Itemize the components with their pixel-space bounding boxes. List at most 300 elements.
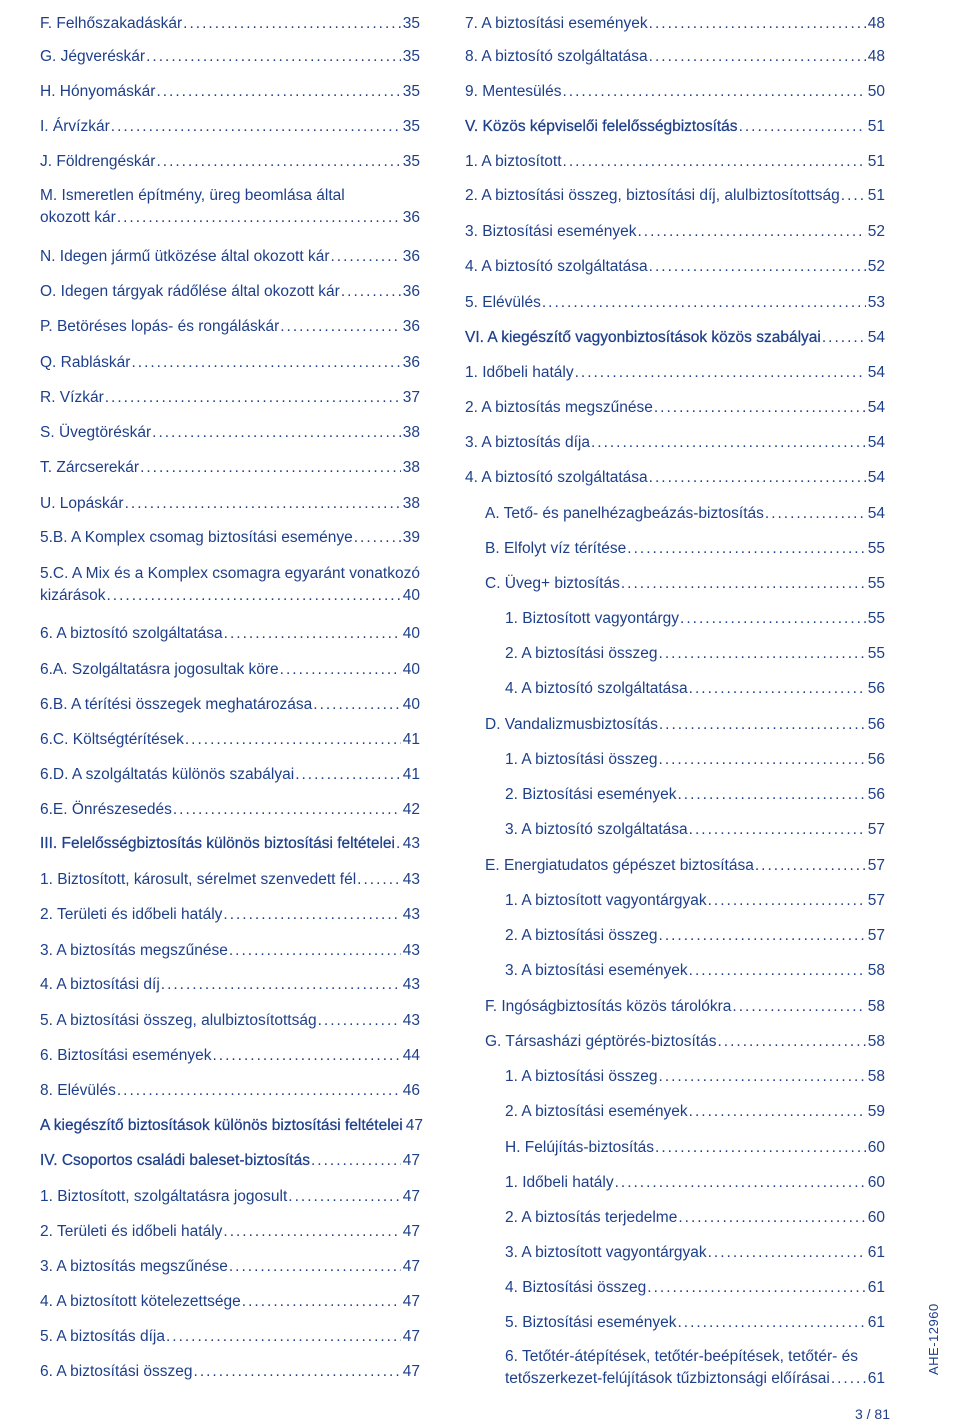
- toc-page-number: 43: [402, 1012, 420, 1029]
- toc-entry-title: 2. A biztosítási összeg: [505, 645, 658, 662]
- toc-entry-title: J. Földrengéskár: [40, 153, 156, 170]
- toc-entry[interactable]: [40, 1221, 420, 1243]
- dot-leader: [161, 974, 401, 996]
- toc-entry[interactable]: [485, 855, 885, 877]
- toc-entry-title: 5. Biztosítási események: [505, 1314, 677, 1331]
- toc-entry-title: 2. A biztosítás terjedelme: [505, 1209, 678, 1226]
- toc-page-number: 61: [867, 1370, 885, 1387]
- toc-page-number: 51: [867, 187, 885, 204]
- toc-entry-title: D. Vandalizmusbiztosítás: [485, 716, 658, 733]
- toc-entry[interactable]: [40, 940, 420, 962]
- toc-page-number: 43: [402, 942, 420, 959]
- toc-entry[interactable]: [465, 256, 885, 278]
- toc-entry[interactable]: [40, 352, 420, 374]
- toc-page-number: 35: [402, 48, 420, 65]
- toc-page-number: 55: [867, 645, 885, 662]
- dot-leader: [654, 397, 866, 419]
- toc-page-number: 36: [402, 283, 420, 300]
- toc-entry[interactable]: [505, 1346, 885, 1390]
- dot-leader: [313, 694, 400, 716]
- dot-leader: [173, 799, 401, 821]
- toc-entry[interactable]: [505, 1277, 885, 1299]
- dot-leader: [166, 1326, 401, 1348]
- toc-entry-title: R. Vízkár: [40, 389, 104, 406]
- toc-entry-title: 3. A biztosítási események: [505, 962, 688, 979]
- toc-page-number: 43: [402, 906, 420, 923]
- toc-entry-title: 2. A biztosítás megszűnése: [465, 399, 653, 416]
- toc-page-number: 47: [405, 1117, 423, 1134]
- toc-entry-title: T. Zárcserekár: [40, 459, 140, 476]
- toc-entry[interactable]: [485, 538, 885, 560]
- toc-page-number: 47: [402, 1188, 420, 1205]
- dot-leader: [194, 1361, 401, 1383]
- toc-entry[interactable]: [505, 678, 885, 700]
- toc-entry[interactable]: [40, 116, 420, 138]
- toc-page-number: 56: [867, 751, 885, 768]
- toc-entry[interactable]: [465, 13, 885, 35]
- toc-entry-title-line: M. Ismeretlen építmény, üreg beomlása által: [40, 187, 345, 204]
- dot-leader: [288, 1186, 400, 1208]
- dot-leader: [140, 457, 401, 479]
- dot-leader: [242, 1291, 401, 1313]
- toc-entry-title: G. Jégveréskár: [40, 48, 146, 65]
- toc-page-number: 54: [867, 469, 885, 486]
- toc-entry-title-line: 5.C. A Mix és a Komplex csomagra egyaránt vonatkozó: [40, 565, 420, 582]
- toc-page-number: 44: [402, 1047, 420, 1064]
- toc-page-number: 41: [402, 731, 420, 748]
- toc-entry-title: 2. A biztosítási összeg, biztosítási díj, alulbiztosítottság: [465, 187, 840, 204]
- toc-entry[interactable]: [40, 563, 420, 607]
- toc-entry-title: B. Elfolyt víz térítése: [485, 540, 627, 557]
- dot-leader: [229, 1256, 401, 1278]
- toc-entry-title: V. Közös képviselői felelősségbiztosítás: [465, 118, 738, 135]
- toc-page-number: 58: [867, 1033, 885, 1050]
- toc-page-number: 35: [402, 83, 420, 100]
- toc-page-number: 55: [867, 575, 885, 592]
- toc-page-number: 40: [402, 587, 420, 604]
- dot-leader: [156, 151, 400, 173]
- toc-page-number: 47: [402, 1152, 420, 1169]
- toc-entry-title: 6. Biztosítási események: [40, 1047, 212, 1064]
- toc-entry-title: H. Hónyomáskár: [40, 83, 156, 100]
- toc-entry-title: 4. A biztosító szolgáltatása: [465, 258, 648, 275]
- toc-entry[interactable]: [505, 960, 885, 982]
- toc-entry-title: 2. Területi és időbeli hatály: [40, 1223, 223, 1240]
- toc-entry[interactable]: [485, 996, 885, 1018]
- toc-page-number: 37: [402, 389, 420, 406]
- toc-entry[interactable]: [40, 833, 420, 855]
- toc-page-number: 47: [402, 1293, 420, 1310]
- toc-entry[interactable]: [465, 221, 885, 243]
- toc-entry-title: III. Felelősségbiztosítás különös biztosítási feltételei: [40, 835, 395, 852]
- toc-entry-title: A kiegészítő biztosítások különös biztosítási feltételei: [40, 1117, 403, 1134]
- toc-page-number: 55: [867, 610, 885, 627]
- toc-entry-title: 3. A biztosító szolgáltatása: [505, 821, 688, 838]
- toc-entry-title: 6.D. A szolgáltatás különös szabályai: [40, 766, 295, 783]
- dot-leader: [649, 256, 866, 278]
- toc-page-number: 60: [867, 1174, 885, 1191]
- toc-page-number: 60: [867, 1209, 885, 1226]
- toc-entry-title: F. Ingóságbiztosítás közös tárolókra: [485, 998, 732, 1015]
- toc-entry-title: 8. Elévülés: [40, 1082, 116, 1099]
- dot-leader: [717, 1031, 865, 1053]
- toc-page-number: 35: [402, 15, 420, 32]
- toc-entry[interactable]: [505, 784, 885, 806]
- toc-page-number: 57: [867, 892, 885, 909]
- dot-leader: [575, 362, 866, 384]
- dot-leader: [152, 422, 401, 444]
- dot-leader: [212, 1045, 400, 1067]
- toc-page-number: 54: [867, 505, 885, 522]
- toc-entry-title: I. Árvízkár: [40, 118, 110, 135]
- toc-entry[interactable]: [40, 1256, 420, 1278]
- dot-leader: [677, 1312, 865, 1334]
- toc-page-number: 43: [402, 871, 420, 888]
- dot-leader: [111, 116, 401, 138]
- toc-entry[interactable]: [40, 974, 420, 996]
- toc-entry-title: IV. Csoportos családi baleset-biztosítás: [40, 1152, 310, 1169]
- toc-entry[interactable]: [40, 659, 420, 681]
- dot-leader: [739, 116, 866, 138]
- toc-entry-title: 2. A biztosítási események: [505, 1103, 688, 1120]
- toc-page-number: 35: [402, 118, 420, 135]
- toc-page-number: 36: [402, 248, 420, 265]
- dot-leader: [831, 1368, 866, 1390]
- dot-leader: [354, 527, 401, 549]
- dot-leader: [224, 623, 401, 645]
- toc-page-number: 50: [867, 83, 885, 100]
- toc-entry[interactable]: [465, 81, 885, 103]
- toc-entry[interactable]: [40, 281, 420, 303]
- toc-entry[interactable]: [505, 608, 885, 630]
- dot-leader: [755, 855, 866, 877]
- toc-entry-title: 6.A. Szolgáltatásra jogosultak köre: [40, 661, 279, 678]
- toc-page-number: 38: [402, 495, 420, 512]
- toc-entry[interactable]: [40, 1326, 420, 1348]
- dot-leader: [655, 1137, 866, 1159]
- toc-entry[interactable]: [40, 316, 420, 338]
- toc-page-number: 38: [402, 459, 420, 476]
- toc-entry-title: 3. A biztosítás megszűnése: [40, 1258, 228, 1275]
- toc-entry[interactable]: [40, 13, 420, 35]
- toc-entry[interactable]: [40, 387, 420, 409]
- toc-entry[interactable]: [505, 1312, 885, 1334]
- toc-page-number: 58: [867, 1068, 885, 1085]
- toc-entry-title: 3. A biztosítás díja: [465, 434, 590, 451]
- toc-entry[interactable]: [465, 292, 885, 314]
- dot-leader: [659, 643, 866, 665]
- toc-page-number: 40: [402, 625, 420, 642]
- toc-entry-title-line: 6. Tetőtér-átépítések, tetőtér-beépítések, tetőtér- és: [505, 1348, 858, 1365]
- toc-page-number: 54: [867, 399, 885, 416]
- dot-leader: [542, 292, 866, 314]
- dot-leader: [615, 1172, 866, 1194]
- toc-page-number: 56: [867, 716, 885, 733]
- dot-leader: [708, 1242, 866, 1264]
- toc-entry[interactable]: [40, 527, 420, 549]
- dot-leader: [117, 207, 401, 229]
- dot-leader: [131, 352, 400, 374]
- toc-entry[interactable]: [40, 799, 420, 821]
- dot-leader: [678, 1207, 865, 1229]
- toc-page-number: 61: [867, 1244, 885, 1261]
- toc-page-number: 60: [867, 1139, 885, 1156]
- toc-entry[interactable]: [40, 151, 420, 173]
- toc-entry[interactable]: [465, 432, 885, 454]
- dot-leader: [563, 81, 866, 103]
- toc-entry[interactable]: [40, 493, 420, 515]
- toc-page-number: 59: [867, 1103, 885, 1120]
- toc-entry-title: A. Tető- és panelhézagbeázás-biztosítás: [485, 505, 764, 522]
- toc-page-number: 56: [867, 680, 885, 697]
- toc-page-number: 53: [867, 294, 885, 311]
- toc-page-number: 48: [867, 15, 885, 32]
- toc-entry-title: 2. Biztosítási események: [505, 786, 677, 803]
- toc-page-number: 58: [867, 998, 885, 1015]
- toc-page-number: 36: [402, 318, 420, 335]
- toc-entry-title: C. Üveg+ biztosítás: [485, 575, 620, 592]
- toc-entry[interactable]: [40, 457, 420, 479]
- toc-entry-title: 1. Biztosított, károsult, sérelmet szenvedett fél: [40, 871, 357, 888]
- toc-entry-title: 4. A biztosítási díj: [40, 976, 160, 993]
- toc-entry-title: 1. A biztosítási összeg: [505, 1068, 658, 1085]
- toc-entry[interactable]: [505, 1101, 885, 1123]
- toc-entry[interactable]: [505, 749, 885, 771]
- dot-leader: [689, 819, 866, 841]
- dot-leader: [659, 714, 866, 736]
- toc-entry-title: 8. A biztosító szolgáltatása: [465, 48, 648, 65]
- toc-entry[interactable]: [40, 422, 420, 444]
- dot-leader: [341, 281, 401, 303]
- dot-leader: [627, 538, 865, 560]
- toc-entry[interactable]: [485, 1031, 885, 1053]
- toc-page-number: 43: [402, 835, 420, 852]
- page-number: 3 / 81: [854, 1406, 890, 1422]
- toc-entry-title: 3. A biztosított vagyontárgyak: [505, 1244, 707, 1261]
- toc-entry-title: 4. A biztosító szolgáltatása: [505, 680, 688, 697]
- toc-entry-title: 2. Területi és időbeli hatály: [40, 906, 223, 923]
- toc-entry[interactable]: [40, 1186, 420, 1208]
- toc-entry-title: 1. Biztosított vagyontárgy: [505, 610, 680, 627]
- dot-leader: [295, 764, 401, 786]
- toc-entry[interactable]: [485, 714, 885, 736]
- dot-leader: [156, 81, 400, 103]
- dot-leader: [223, 904, 400, 926]
- dot-leader: [357, 869, 401, 891]
- dot-leader: [146, 46, 401, 68]
- dot-leader: [649, 46, 866, 68]
- toc-entry-title: 3. Biztosítási események: [465, 223, 637, 240]
- toc-entry-title: 6. A biztosító szolgáltatása: [40, 625, 223, 642]
- toc-entry-title: 4. A biztosított kötelezettsége: [40, 1293, 241, 1310]
- dot-leader: [732, 996, 865, 1018]
- toc-entry[interactable]: [485, 573, 885, 595]
- toc-entry-title: 6.C. Költségtérítések: [40, 731, 184, 748]
- dot-leader: [677, 784, 865, 806]
- toc-entry-title: U. Lopáskár: [40, 495, 124, 512]
- toc-page-number: 36: [402, 209, 420, 226]
- toc-entry[interactable]: [40, 1010, 420, 1032]
- dot-leader: [659, 749, 866, 771]
- dot-leader: [223, 1221, 400, 1243]
- toc-entry-title: 2. A biztosítási összeg: [505, 927, 658, 944]
- dot-leader: [689, 1101, 866, 1123]
- toc-page-number: 47: [402, 1363, 420, 1380]
- toc-page-number: 57: [867, 821, 885, 838]
- toc-entry[interactable]: [465, 327, 885, 349]
- toc-entry[interactable]: [40, 246, 420, 268]
- toc-entry[interactable]: [40, 81, 420, 103]
- toc-page-number: 48: [867, 48, 885, 65]
- toc-entry-title: 5. Elévülés: [465, 294, 541, 311]
- toc-entry[interactable]: [40, 185, 420, 229]
- toc-page-number: 47: [402, 1223, 420, 1240]
- toc-page-number: 46: [402, 1082, 420, 1099]
- toc-entry[interactable]: [505, 1066, 885, 1088]
- toc-entry-title: 6.E. Önrészesedés: [40, 801, 172, 818]
- dot-leader: [330, 246, 400, 268]
- toc-entry[interactable]: [40, 623, 420, 645]
- toc-page-number: 42: [402, 801, 420, 818]
- toc-page-number: 57: [867, 857, 885, 874]
- dot-leader: [591, 432, 866, 454]
- toc-entry[interactable]: [40, 1080, 420, 1102]
- dot-leader: [689, 678, 866, 700]
- dot-leader: [396, 833, 401, 855]
- toc-entry-title: 6. A biztosítási összeg: [40, 1363, 193, 1380]
- toc-entry[interactable]: [465, 151, 885, 173]
- dot-leader: [841, 185, 866, 207]
- toc-entry[interactable]: [40, 1291, 420, 1313]
- dot-leader: [659, 1066, 866, 1088]
- dot-leader: [765, 503, 866, 525]
- toc-entry[interactable]: [505, 890, 885, 912]
- toc-entry[interactable]: [465, 397, 885, 419]
- toc-entry[interactable]: [505, 1172, 885, 1194]
- toc-entry-title: 1. Időbeli hatály: [465, 364, 574, 381]
- toc-entry-title: 4. A biztosító szolgáltatása: [465, 469, 648, 486]
- toc-entry[interactable]: [465, 185, 885, 207]
- toc-entry[interactable]: [505, 643, 885, 665]
- toc-entry-title: 5. A biztosítási összeg, alulbiztosítottság: [40, 1012, 317, 1029]
- toc-page-number: 40: [402, 696, 420, 713]
- toc-entry-title: 4. Biztosítási összeg: [505, 1279, 647, 1296]
- dot-leader: [229, 940, 401, 962]
- toc-entry[interactable]: [40, 1115, 423, 1137]
- dot-leader: [105, 387, 401, 409]
- toc-entry[interactable]: [40, 869, 420, 891]
- toc-page-number: 52: [867, 258, 885, 275]
- dot-leader: [183, 13, 401, 35]
- toc-entry-title: 3. A biztosítás megszűnése: [40, 942, 228, 959]
- toc-entry-title: P. Betöréses lopás- és rongáláskár: [40, 318, 280, 335]
- toc-entry-title: 1. Időbeli hatály: [505, 1174, 614, 1191]
- toc-page-number: 56: [867, 786, 885, 803]
- toc-page-number: 54: [867, 364, 885, 381]
- dot-leader: [647, 1277, 865, 1299]
- toc-entry-title: S. Üvegtöréskár: [40, 424, 152, 441]
- dot-leader: [689, 960, 866, 982]
- toc-entry-title: 1. A biztosított: [465, 153, 562, 170]
- toc-entry[interactable]: [40, 764, 420, 786]
- dot-leader: [280, 316, 401, 338]
- dot-leader: [563, 151, 866, 173]
- toc-entry-title: 7. A biztosítási események: [465, 15, 648, 32]
- toc-page-number: 39: [402, 529, 420, 546]
- toc-entry[interactable]: [465, 362, 885, 384]
- dot-leader: [659, 925, 866, 947]
- dot-leader: [125, 493, 401, 515]
- toc-page-number: 51: [867, 118, 885, 135]
- toc-entry-title: H. Felújítás-biztosítás: [505, 1139, 655, 1156]
- toc-entry[interactable]: [465, 116, 885, 138]
- toc-entry-title: E. Energiatudatos gépészet biztosítása: [485, 857, 754, 874]
- dot-leader: [649, 13, 866, 35]
- toc-page-number: 61: [867, 1279, 885, 1296]
- toc-page-number: 54: [867, 434, 885, 451]
- toc-entry-title: 6.B. A térítési összegek meghatározása: [40, 696, 313, 713]
- dot-leader: [117, 1080, 401, 1102]
- toc-page-number: 57: [867, 927, 885, 944]
- dot-leader: [621, 573, 866, 595]
- toc-page-number: 38: [402, 424, 420, 441]
- toc-entry-title: okozott kár: [40, 209, 116, 226]
- toc-entry[interactable]: [505, 1207, 885, 1229]
- toc-page-number: 47: [402, 1328, 420, 1345]
- toc-entry[interactable]: [40, 46, 420, 68]
- toc-entry[interactable]: [40, 694, 420, 716]
- document-code: AHE-12960: [926, 1303, 941, 1375]
- toc-page-number: 51: [867, 153, 885, 170]
- toc-entry[interactable]: [505, 1137, 885, 1159]
- toc-entry[interactable]: [465, 46, 885, 68]
- toc-entry-title: O. Idegen tárgyak rádőlése által okozott kár: [40, 283, 340, 300]
- toc-entry-title: F. Felhőszakadáskár: [40, 15, 183, 32]
- toc-entry-title: G. Társasházi géptörés-biztosítás: [485, 1033, 717, 1050]
- toc-entry[interactable]: [40, 1150, 420, 1172]
- toc-entry-title: 5.B. A Komplex csomag biztosítási eseménye: [40, 529, 353, 546]
- toc-entry[interactable]: [40, 1361, 420, 1383]
- toc-page-number: 40: [402, 661, 420, 678]
- toc-entry[interactable]: [505, 819, 885, 841]
- toc-page-number: 55: [867, 540, 885, 557]
- toc-entry-title: kizárások: [40, 587, 106, 604]
- toc-entry-title: VI. A kiegészítő vagyonbiztosítások közös szabályai: [465, 329, 821, 346]
- toc-page-number: 41: [402, 766, 420, 783]
- toc-entry[interactable]: [40, 904, 420, 926]
- toc-entry-title: N. Idegen jármű ütközése által okozott kár: [40, 248, 330, 265]
- toc-page-number: 52: [867, 223, 885, 240]
- dot-leader: [822, 327, 866, 349]
- toc-page-number: 35: [402, 153, 420, 170]
- dot-leader: [708, 890, 866, 912]
- toc-entry-title: Q. Rabláskár: [40, 354, 131, 371]
- toc-entry[interactable]: [40, 729, 420, 751]
- toc-entry[interactable]: [505, 925, 885, 947]
- toc-entry[interactable]: [40, 1045, 420, 1067]
- toc-entry[interactable]: [465, 467, 885, 489]
- dot-leader: [680, 608, 866, 630]
- toc-page-number: 58: [867, 962, 885, 979]
- toc-entry-title: 1. A biztosított vagyontárgyak: [505, 892, 707, 909]
- toc-entry[interactable]: [485, 503, 885, 525]
- toc-entry-title: 1. A biztosítási összeg: [505, 751, 658, 768]
- toc-entry-title: 5. A biztosítás díja: [40, 1328, 165, 1345]
- toc-entry[interactable]: [505, 1242, 885, 1264]
- toc-entry-title: 9. Mentesülés: [465, 83, 562, 100]
- toc-entry-title: tetőszerkezet-felújítások tűzbiztonsági előírásai: [505, 1370, 830, 1387]
- toc-page-number: 61: [867, 1314, 885, 1331]
